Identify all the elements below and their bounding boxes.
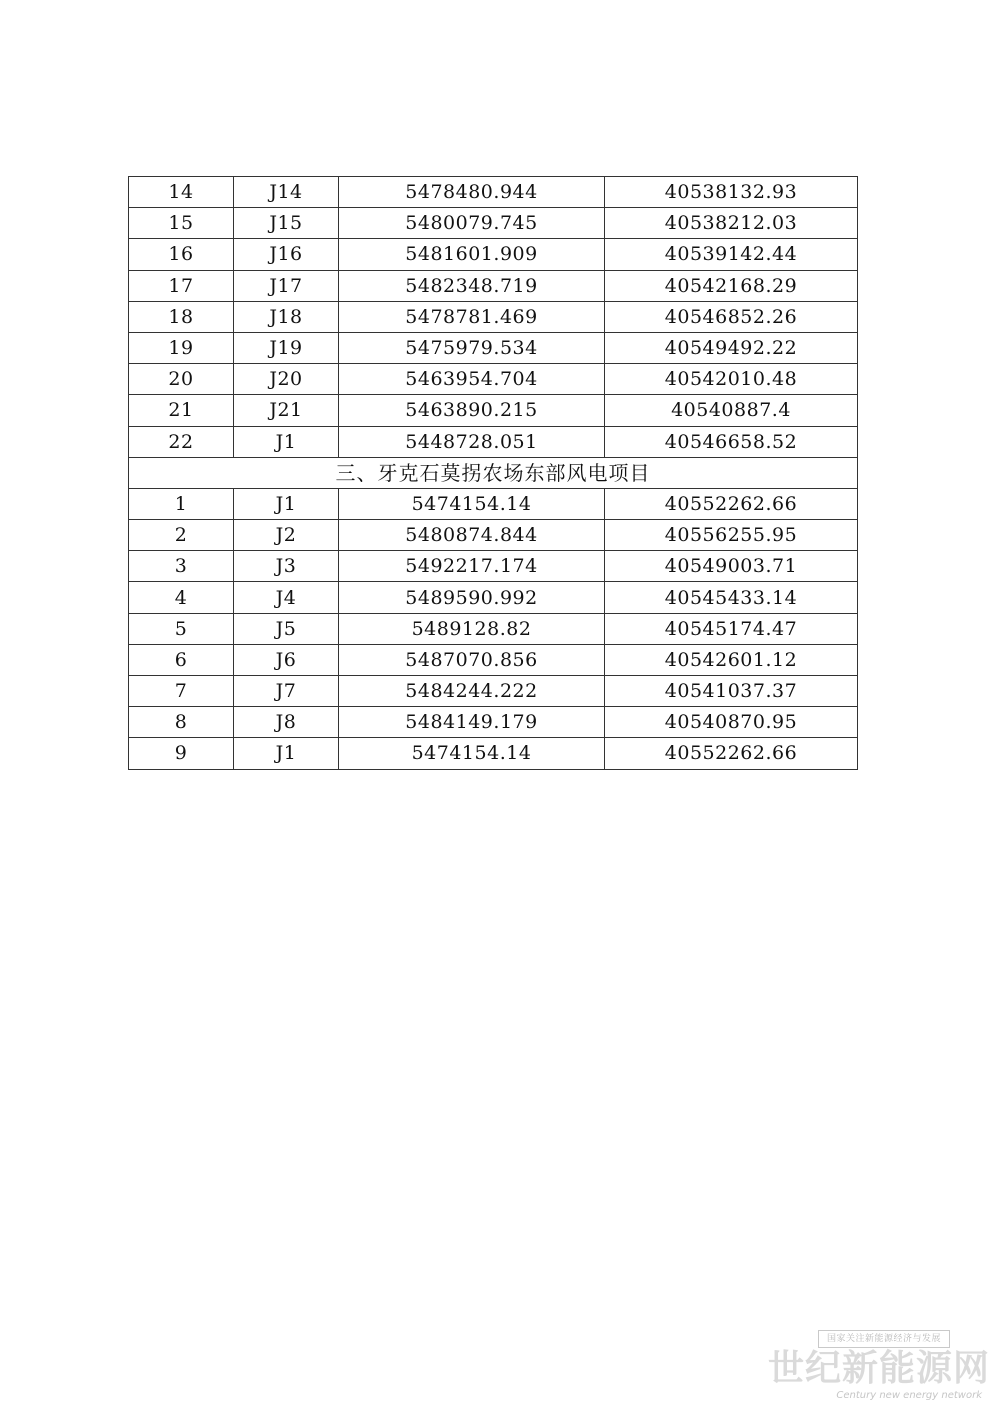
y-coordinate-cell: 40556255.95 [605, 520, 858, 551]
y-coordinate-cell: 40542010.48 [605, 364, 858, 395]
table-row [129, 707, 858, 738]
x-coordinate-cell: 5484244.222 [339, 676, 605, 707]
x-coordinate-cell: 5481601.909 [339, 239, 605, 270]
row-index-cell: 21 [129, 395, 234, 426]
row-index-cell: 18 [129, 301, 234, 332]
point-id-cell: J19 [234, 332, 339, 363]
y-coordinate-cell: 40546658.52 [605, 426, 858, 457]
x-coordinate-cell: 5463890.215 [339, 395, 605, 426]
x-coordinate-cell: 5474154.14 [339, 488, 605, 519]
row-index-cell: 1 [129, 488, 234, 519]
y-coordinate-cell: 40549003.71 [605, 551, 858, 582]
point-id-cell: J7 [234, 676, 339, 707]
row-index-cell: 15 [129, 208, 234, 239]
y-coordinate-cell: 40538212.03 [605, 208, 858, 239]
y-coordinate-cell: 40541037.37 [605, 676, 858, 707]
table-row [129, 488, 858, 519]
point-id-cell: J18 [234, 301, 339, 332]
table-row [129, 520, 858, 551]
x-coordinate-cell: 5489590.992 [339, 582, 605, 613]
x-coordinate-cell: 5482348.719 [339, 270, 605, 301]
point-id-cell: J17 [234, 270, 339, 301]
row-index-cell: 16 [129, 239, 234, 270]
row-index-cell: 6 [129, 644, 234, 675]
y-coordinate-cell: 40539142.44 [605, 239, 858, 270]
row-index-cell: 9 [129, 738, 234, 769]
row-index-cell: 2 [129, 520, 234, 551]
y-coordinate-cell: 40538132.93 [605, 177, 858, 208]
y-coordinate-cell: 40540887.4 [605, 395, 858, 426]
point-id-cell: J6 [234, 644, 339, 675]
y-coordinate-cell: 40552262.66 [605, 488, 858, 519]
x-coordinate-cell: 5487070.856 [339, 644, 605, 675]
y-coordinate-cell: 40540870.95 [605, 707, 858, 738]
watermark-english-text: Century new energy network [836, 1390, 982, 1401]
table-row [129, 332, 858, 363]
point-id-cell: J1 [234, 426, 339, 457]
x-coordinate-cell: 5489128.82 [339, 613, 605, 644]
y-coordinate-cell: 40542168.29 [605, 270, 858, 301]
row-index-cell: 3 [129, 551, 234, 582]
point-id-cell: J1 [234, 488, 339, 519]
site-watermark [760, 1330, 990, 1408]
table-row [129, 208, 858, 239]
point-id-cell: J21 [234, 395, 339, 426]
table-row [129, 395, 858, 426]
table-row [129, 364, 858, 395]
point-id-cell: J14 [234, 177, 339, 208]
section-title: 三、牙克石莫拐农场东部风电项目 [129, 457, 858, 488]
x-coordinate-cell: 5480874.844 [339, 520, 605, 551]
point-id-cell: J15 [234, 208, 339, 239]
point-id-cell: J5 [234, 613, 339, 644]
y-coordinate-cell: 40552262.66 [605, 738, 858, 769]
row-index-cell: 8 [129, 707, 234, 738]
x-coordinate-cell: 5474154.14 [339, 738, 605, 769]
row-index-cell: 14 [129, 177, 234, 208]
x-coordinate-cell: 5463954.704 [339, 364, 605, 395]
table-row [129, 551, 858, 582]
row-index-cell: 4 [129, 582, 234, 613]
x-coordinate-cell: 5492217.174 [339, 551, 605, 582]
watermark-logo-text: 世纪新能源网 [767, 1347, 990, 1389]
x-coordinate-cell: 5448728.051 [339, 426, 605, 457]
x-coordinate-cell: 5484149.179 [339, 707, 605, 738]
point-id-cell: J16 [234, 239, 339, 270]
x-coordinate-cell: 5475979.534 [339, 332, 605, 363]
y-coordinate-cell: 40545433.14 [605, 582, 858, 613]
x-coordinate-cell: 5480079.745 [339, 208, 605, 239]
point-id-cell: J4 [234, 582, 339, 613]
y-coordinate-cell: 40549492.22 [605, 332, 858, 363]
table-row [129, 301, 858, 332]
row-index-cell: 19 [129, 332, 234, 363]
row-index-cell: 22 [129, 426, 234, 457]
table-row [129, 676, 858, 707]
row-index-cell: 5 [129, 613, 234, 644]
point-id-cell: J1 [234, 738, 339, 769]
coordinate-table [128, 176, 858, 770]
coordinate-table-body [129, 177, 858, 770]
section-header-row [129, 457, 858, 488]
point-id-cell: J3 [234, 551, 339, 582]
y-coordinate-cell: 40542601.12 [605, 644, 858, 675]
y-coordinate-cell: 40546852.26 [605, 301, 858, 332]
watermark-tagline: 国家关注新能源经济与发展 [818, 1330, 950, 1348]
y-coordinate-cell: 40545174.47 [605, 613, 858, 644]
x-coordinate-cell: 5478480.944 [339, 177, 605, 208]
point-id-cell: J8 [234, 707, 339, 738]
row-index-cell: 17 [129, 270, 234, 301]
table-row [129, 270, 858, 301]
table-row [129, 177, 858, 208]
point-id-cell: J20 [234, 364, 339, 395]
row-index-cell: 20 [129, 364, 234, 395]
table-row [129, 582, 858, 613]
table-row [129, 426, 858, 457]
table-row [129, 613, 858, 644]
row-index-cell: 7 [129, 676, 234, 707]
x-coordinate-cell: 5478781.469 [339, 301, 605, 332]
table-row [129, 239, 858, 270]
table-row [129, 738, 858, 769]
table-row [129, 644, 858, 675]
point-id-cell: J2 [234, 520, 339, 551]
